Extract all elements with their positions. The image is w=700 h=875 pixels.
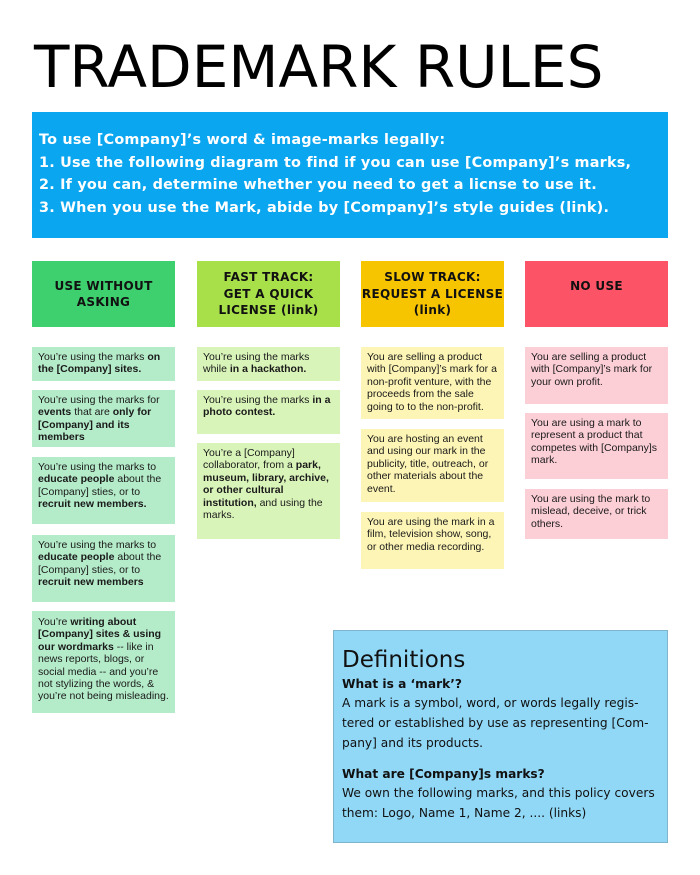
card-text: about the [Company] sties, or to: [38, 473, 162, 498]
intro-line: 3. When you use the Mark, abide by [Company]’s style guides (link).: [39, 199, 610, 216]
card-bold-text: park, museum, library, archive, or other cultural institution,: [203, 459, 329, 509]
no-use-card: [525, 413, 668, 479]
card-bold-text: recruit new members.: [38, 498, 147, 511]
card-text: You are hosting an event and using our mark in the publicity, title, outreach, or other materials about the event.: [367, 433, 489, 495]
card-text: about the [Company] sties, or to: [38, 551, 162, 576]
definitions-title: Definitions: [342, 647, 466, 673]
intro-line: To use [Company]’s word & image-marks legally:: [39, 132, 446, 148]
definition-question: What are [Company]s marks?: [342, 767, 545, 781]
use-without-asking-card: [32, 611, 175, 713]
card-bold-text: only for [Company] and its members: [38, 406, 152, 444]
use-without-asking-card: [32, 347, 175, 381]
fast-track-card: [197, 347, 340, 381]
header-text: LICENSE: [218, 303, 277, 318]
card-text: You are using a mark to represent a product that competes with [Company]s mark.: [531, 417, 658, 467]
card-text: You are selling a product with [Company]’s mark for your own profit.: [531, 351, 653, 388]
card-text: You’re a [Company] collaborator, from a: [203, 447, 296, 472]
card-text: You’re using the marks for: [38, 394, 160, 406]
card-bold-text: in a hackathon.: [229, 363, 307, 376]
intro-banner: [32, 112, 668, 238]
slow-track-card: [361, 512, 504, 569]
card-text: You are using the mark to mislead, deceive, or trick others.: [531, 493, 651, 530]
page-title: TRADEMARK RULES: [34, 33, 604, 101]
use-without-asking-card: [32, 535, 175, 602]
no-use-card: [525, 347, 668, 404]
fast-track-card: [197, 443, 340, 539]
header-line: USE WITHOUT: [54, 278, 153, 293]
intro-line: 2. If you can, determine whether you need to get a licnse to use it.: [39, 177, 597, 193]
card-text: You’re: [38, 616, 71, 628]
column-header-fast-track: [197, 261, 340, 327]
definition-answer-line: We own the following marks, and this policy covers: [342, 786, 655, 800]
card-text: You’re using the marks to: [38, 461, 157, 473]
header-line: GET A QUICK: [223, 286, 314, 301]
definition-answer-line: tered or established by use as representing [Com-: [342, 716, 649, 730]
card-text: You’re using the marks: [203, 394, 313, 406]
definition-answer-line: pany] and its products.: [342, 736, 484, 750]
slow-track-card: [361, 347, 504, 419]
card-text: You’re using the marks to: [38, 539, 157, 551]
fast-track-license-link[interactable]: (link): [281, 303, 319, 318]
slow-track-license-link[interactable]: (link): [413, 303, 452, 318]
header-line: SLOW TRACK:: [384, 270, 481, 285]
card-text: -- like in news reports, blogs, or social media -- and you’re not stylizing the words, & you’re not being misleading.: [38, 640, 169, 703]
card-text: You’re using the marks while: [203, 351, 310, 376]
header-line: ASKING: [76, 295, 131, 309]
definition-answer-line: them: Logo, Name 1, Name 2, .... (links): [342, 806, 587, 820]
card-bold-text: in a photo contest.: [203, 394, 331, 419]
definition-answer-line: A mark is a symbol, word, or words legally regis-: [342, 696, 639, 710]
card-bold-text: events: [38, 406, 72, 419]
card-text: You are using the mark in a film, television show, song, or other media recording.: [367, 516, 495, 553]
use-without-asking-card: [32, 457, 175, 524]
header-line: FAST TRACK:: [223, 270, 314, 285]
column-header-no-use: [525, 261, 668, 327]
card-bold-text: educate people: [38, 551, 115, 564]
use-without-asking-card: [32, 390, 175, 447]
slow-track-card: [361, 429, 504, 502]
header-line: [218, 302, 318, 319]
card-text: that are: [71, 406, 113, 419]
intro-line: 1. Use the following diagram to find if you can use [Company]’s marks,: [39, 154, 632, 171]
column-header-slow-track: [361, 261, 504, 327]
definition-question: What is a ‘mark’?: [342, 677, 462, 691]
card-text: You are selling a product with [Company]’s mark for a non-profit venture, with the proceeds from the sale going to to the non-profit.: [367, 351, 497, 413]
card-bold-text: recruit new members: [38, 576, 144, 589]
card-text: and using the marks.: [203, 496, 323, 522]
card-bold-text: on the [Company] sites.: [38, 351, 161, 376]
card-text: You’re using the marks: [38, 351, 148, 363]
no-use-card: [525, 489, 668, 539]
card-bold-text: writing about [Company] sites & using our wordmarks: [38, 616, 162, 653]
header-line: REQUEST A LICENSE: [361, 286, 504, 301]
definitions-box: [333, 630, 668, 843]
column-header-use-without-asking: [32, 261, 175, 327]
fast-track-card: [197, 390, 340, 434]
header-line: NO USE: [570, 279, 623, 293]
card-bold-text: educate people: [38, 473, 115, 486]
